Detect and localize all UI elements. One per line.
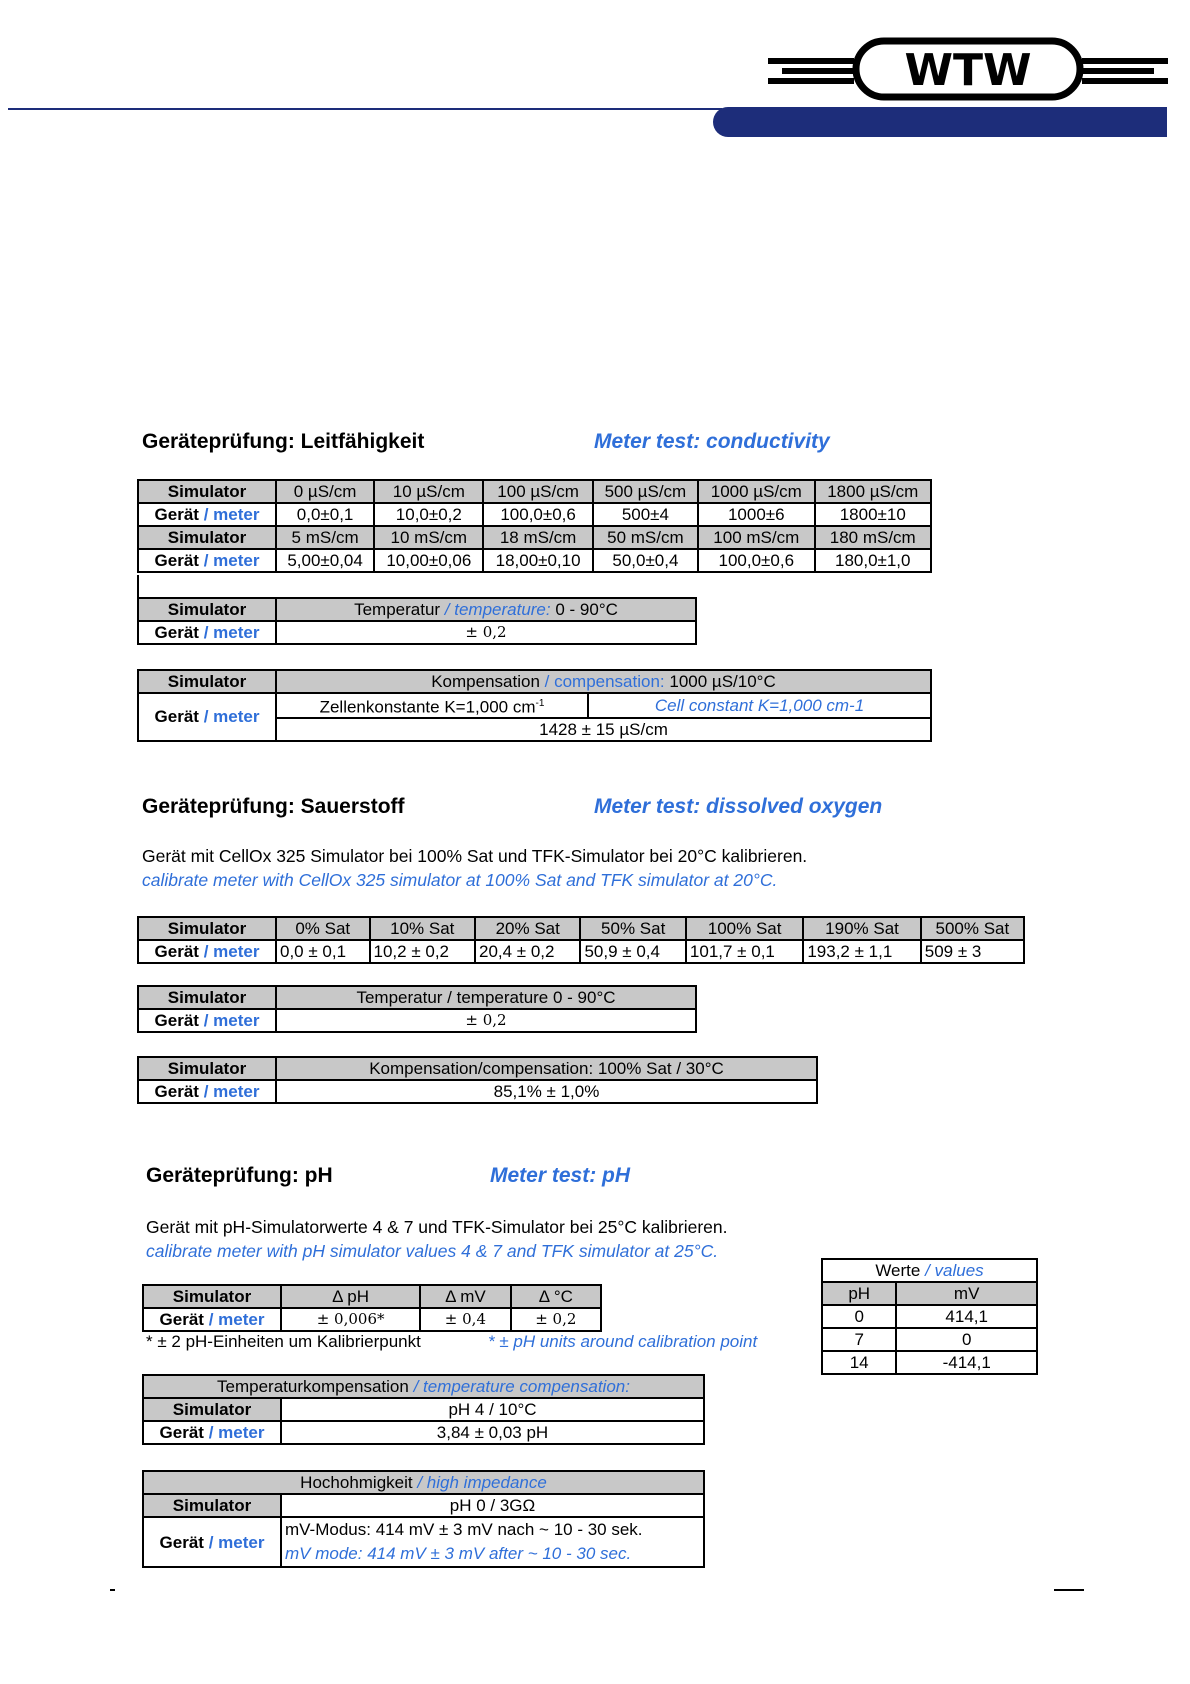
label-de: Gerät bbox=[154, 551, 199, 570]
ph-impedance-table bbox=[142, 1470, 705, 1568]
comp-value: 1000 µS/10°C bbox=[664, 672, 776, 691]
label-en: meter bbox=[213, 707, 260, 727]
tempcomp-sim: pH 4 / 10°C bbox=[281, 1398, 704, 1421]
ph-tempcomp-table bbox=[142, 1374, 705, 1445]
cell: 509 ± 3 bbox=[921, 940, 1024, 963]
cell-sup: -1 bbox=[535, 698, 545, 709]
impedance-header bbox=[143, 1471, 704, 1494]
cell: 18,00±0,10 bbox=[483, 549, 592, 572]
cell: 50,9 ± 0,4 bbox=[580, 940, 685, 963]
tempcomp-dev: 3,84 ± 0,03 pH bbox=[281, 1421, 704, 1444]
conductivity-title-en: Meter test: conductivity bbox=[594, 430, 830, 453]
label-en: meter bbox=[218, 1532, 265, 1552]
table-row bbox=[138, 986, 696, 1009]
cell: 193,2 ± 1,1 bbox=[803, 940, 920, 963]
cell: 10,00±0,06 bbox=[374, 549, 483, 572]
oxygen-comp-table bbox=[137, 1056, 818, 1104]
label-en: meter bbox=[218, 1423, 265, 1442]
temp-header: Temperatur / temperature 0 - 90°C bbox=[276, 986, 696, 1009]
cell: ± 0,2 bbox=[511, 1308, 601, 1331]
cell: Δ °C bbox=[511, 1285, 601, 1308]
oxygen-instruction-en: calibrate meter with CellOx 325 simulator at 100% Sat and TFK simulator at 20°C. bbox=[142, 870, 778, 890]
ph-footnote-en: * ± pH units around calibration point bbox=[488, 1332, 758, 1351]
cell: 20,4 ± 0,2 bbox=[475, 940, 580, 963]
label-de: Gerät bbox=[154, 1011, 199, 1030]
label-de: Gerät bbox=[154, 505, 199, 524]
label-simulator: Simulator bbox=[138, 917, 276, 940]
label-simulator: Simulator bbox=[138, 480, 276, 503]
ph-footnote-de: * ± 2 pH-Einheiten um Kalibrierpunkt bbox=[146, 1332, 421, 1351]
cell: 0 bbox=[896, 1328, 1037, 1351]
col-mv: mV bbox=[896, 1282, 1037, 1305]
table-row bbox=[822, 1282, 1037, 1305]
cell: 101,7 ± 0,1 bbox=[686, 940, 803, 963]
cell: 0,0 ± 0,1 bbox=[276, 940, 370, 963]
table-row bbox=[138, 917, 1024, 940]
logo-text: WTW bbox=[904, 45, 1032, 96]
label-en: meter bbox=[213, 505, 260, 524]
label-device bbox=[138, 940, 276, 963]
label-sep: / bbox=[440, 600, 455, 619]
label-simulator: Simulator bbox=[143, 1285, 281, 1308]
label-sep: / bbox=[412, 1473, 427, 1492]
footer-mark-left bbox=[110, 1589, 115, 1591]
temp-header bbox=[276, 598, 696, 621]
impedance-de: Hochohmigkeit bbox=[300, 1473, 413, 1492]
cell: 10 µS/cm bbox=[374, 480, 483, 503]
label-en: meter bbox=[218, 1310, 265, 1329]
cell-constant-de bbox=[276, 693, 588, 718]
table-divider bbox=[137, 575, 139, 597]
cell: Δ pH bbox=[281, 1285, 420, 1308]
table-row bbox=[138, 693, 931, 718]
header-bar bbox=[713, 107, 1167, 137]
ph-instruction-de: Gerät mit pH-Simulatorwerte 4 & 7 und TFK-Simulator bei 25°C kalibrieren. bbox=[146, 1217, 728, 1237]
label-sep: / bbox=[198, 505, 214, 524]
table-row bbox=[143, 1308, 601, 1331]
wtw-logo bbox=[768, 36, 1168, 102]
label-en: meter bbox=[213, 942, 260, 961]
cell: Δ mV bbox=[420, 1285, 510, 1308]
conductivity-temp-table bbox=[137, 597, 697, 645]
label-en: meter bbox=[213, 1082, 260, 1101]
cell: 14 bbox=[822, 1351, 896, 1374]
cell: 1000 µS/cm bbox=[698, 480, 814, 503]
footer-mark-right bbox=[1054, 1589, 1084, 1591]
label-device bbox=[138, 549, 276, 572]
table-row bbox=[138, 1080, 817, 1103]
table-row bbox=[138, 940, 1024, 963]
ph-table bbox=[142, 1284, 602, 1332]
cell-constant-en: Cell constant K=1,000 cm-1 bbox=[588, 693, 931, 718]
label-de: Gerät bbox=[159, 1423, 204, 1442]
label-en: meter bbox=[213, 551, 260, 570]
cell: 100,0±0,6 bbox=[698, 549, 814, 572]
table-row bbox=[822, 1328, 1037, 1351]
label-device bbox=[138, 503, 276, 526]
cell: ± 0,4 bbox=[420, 1308, 510, 1331]
cell: 0,0±0,1 bbox=[276, 503, 374, 526]
cell: 180 mS/cm bbox=[815, 526, 932, 549]
cell: 180,0±1,0 bbox=[815, 549, 932, 572]
label-simulator: Simulator bbox=[138, 1057, 276, 1080]
label-de: Gerät bbox=[154, 1082, 199, 1101]
cell: 1800 µS/cm bbox=[815, 480, 932, 503]
cell: 5 mS/cm bbox=[276, 526, 374, 549]
table-row bbox=[822, 1305, 1037, 1328]
oxygen-title-en: Meter test: dissolved oxygen bbox=[594, 795, 883, 818]
cell: 500 µS/cm bbox=[593, 480, 698, 503]
impedance-sim: pH 0 / 3GΩ bbox=[281, 1494, 704, 1517]
table-row bbox=[143, 1471, 704, 1494]
label-device bbox=[143, 1308, 281, 1331]
label-device bbox=[143, 1517, 281, 1567]
cell: ± 0,006* bbox=[281, 1308, 420, 1331]
impedance-dev bbox=[281, 1517, 704, 1567]
cell: 1000±6 bbox=[698, 503, 814, 526]
oxygen-table bbox=[137, 916, 1025, 964]
label-en: meter bbox=[213, 1011, 260, 1030]
label-simulator: Simulator bbox=[138, 598, 276, 621]
temp-value: ± 0,2 bbox=[276, 1009, 696, 1032]
label-device bbox=[138, 1009, 276, 1032]
table-row bbox=[138, 670, 931, 693]
values-title-en: values bbox=[934, 1261, 984, 1280]
table-row bbox=[138, 621, 696, 644]
ph-instruction-en: calibrate meter with pH simulator values 4 & 7 and TFK simulator at 25°C. bbox=[146, 1241, 719, 1261]
cell: 18 mS/cm bbox=[483, 526, 592, 549]
table-row bbox=[822, 1351, 1037, 1374]
tempcomp-header bbox=[143, 1375, 704, 1398]
cell-text: Zellenkonstante K=1,000 cm bbox=[319, 697, 536, 717]
table-row bbox=[138, 503, 931, 526]
table-row bbox=[143, 1285, 601, 1308]
cell: 414,1 bbox=[896, 1305, 1037, 1328]
cell: -414,1 bbox=[896, 1351, 1037, 1374]
cell: 20% Sat bbox=[475, 917, 580, 940]
cell: 190% Sat bbox=[803, 917, 920, 940]
temp-value: ± 0,2 bbox=[276, 621, 696, 644]
label-simulator: Simulator bbox=[143, 1494, 281, 1517]
table-row bbox=[143, 1375, 704, 1398]
cell: 0% Sat bbox=[276, 917, 370, 940]
table-row bbox=[138, 480, 931, 503]
cell: 100 µS/cm bbox=[483, 480, 592, 503]
cell: 10 mS/cm bbox=[374, 526, 483, 549]
label-sep: / bbox=[198, 1011, 214, 1030]
temp-de: Temperatur bbox=[354, 600, 441, 619]
cell: 10,2 ± 0,2 bbox=[370, 940, 475, 963]
label-sep: / bbox=[203, 1310, 219, 1329]
conductivity-table bbox=[137, 479, 932, 573]
comp-header bbox=[276, 670, 931, 693]
cell: 50 mS/cm bbox=[593, 526, 698, 549]
comp-de: Kompensation bbox=[431, 672, 540, 691]
label-device bbox=[143, 1421, 281, 1444]
table-row bbox=[138, 526, 931, 549]
cell: 10% Sat bbox=[370, 917, 475, 940]
label-device bbox=[138, 621, 276, 644]
label-sep: / bbox=[539, 672, 555, 691]
label-simulator: Simulator bbox=[138, 986, 276, 1009]
cell: 100 mS/cm bbox=[698, 526, 814, 549]
cell: 100,0±0,6 bbox=[483, 503, 592, 526]
tempcomp-de: Temperaturkompensation bbox=[217, 1377, 409, 1396]
impedance-dev-en: mV mode: 414 mV ± 3 mV after ~ 10 - 30 sec. bbox=[285, 1544, 632, 1563]
label-sep: / bbox=[203, 1423, 219, 1442]
label-simulator: Simulator bbox=[138, 526, 276, 549]
label-de: Gerät bbox=[154, 623, 199, 642]
table-row bbox=[138, 1057, 817, 1080]
label-sep: / bbox=[203, 1532, 219, 1552]
cell: 500±4 bbox=[593, 503, 698, 526]
cell: 7 bbox=[822, 1328, 896, 1351]
tempcomp-en: temperature compensation: bbox=[423, 1377, 630, 1396]
label-de: Gerät bbox=[159, 1310, 204, 1329]
comp-value: 85,1% ± 1,0% bbox=[276, 1080, 817, 1103]
conductivity-title-de: Geräteprüfung: Leitfähigkeit bbox=[142, 430, 425, 453]
label-sep: / bbox=[198, 707, 214, 727]
temp-range: 0 - 90°C bbox=[550, 600, 618, 619]
cell: 1800±10 bbox=[815, 503, 932, 526]
table-row bbox=[143, 1494, 704, 1517]
oxygen-title-de: Geräteprüfung: Sauerstoff bbox=[142, 795, 405, 818]
label-de: Gerät bbox=[159, 1532, 204, 1552]
table-row bbox=[138, 1009, 696, 1032]
label-sep: / bbox=[198, 1082, 214, 1101]
table-row bbox=[143, 1398, 704, 1421]
table-row bbox=[138, 598, 696, 621]
label-simulator: Simulator bbox=[138, 670, 276, 693]
cell: 100% Sat bbox=[686, 917, 803, 940]
label-device bbox=[138, 1080, 276, 1103]
label-device bbox=[138, 693, 276, 741]
comp-result: 1428 ± 15 µS/cm bbox=[276, 718, 931, 741]
table-row bbox=[143, 1421, 704, 1444]
label-de: Gerät bbox=[154, 707, 199, 727]
label-simulator: Simulator bbox=[143, 1398, 281, 1421]
header-rule bbox=[8, 108, 722, 110]
label-sep: / bbox=[408, 1377, 424, 1396]
ph-values-table bbox=[821, 1258, 1038, 1375]
ph-title-de: Geräteprüfung: pH bbox=[146, 1164, 333, 1187]
values-title-de: Werte bbox=[875, 1261, 921, 1280]
conductivity-comp-table bbox=[137, 669, 932, 742]
oxygen-instruction-de: Gerät mit CellOx 325 Simulator bei 100% Sat und TFK-Simulator bei 20°C kalibrieren. bbox=[142, 846, 808, 866]
label-sep: / bbox=[198, 623, 214, 642]
cell: 0 bbox=[822, 1305, 896, 1328]
table-row bbox=[138, 549, 931, 572]
oxygen-temp-table bbox=[137, 985, 697, 1033]
table-row bbox=[822, 1259, 1037, 1282]
values-title bbox=[822, 1259, 1037, 1282]
cell: 0 µS/cm bbox=[276, 480, 374, 503]
cell: 500% Sat bbox=[921, 917, 1024, 940]
temp-en: temperature: bbox=[454, 600, 551, 619]
impedance-en: high impedance bbox=[426, 1473, 547, 1492]
cell: 50% Sat bbox=[580, 917, 685, 940]
impedance-dev-de: mV-Modus: 414 mV ± 3 mV nach ~ 10 - 30 sek. bbox=[285, 1520, 643, 1539]
label-de: Gerät bbox=[154, 942, 199, 961]
table-row bbox=[143, 1517, 704, 1567]
comp-header: Kompensation/compensation: 100% Sat / 30°C bbox=[276, 1057, 817, 1080]
cell: 10,0±0,2 bbox=[374, 503, 483, 526]
ph-title-en: Meter test: pH bbox=[490, 1164, 631, 1187]
label-sep: / bbox=[920, 1261, 935, 1280]
label-en: meter bbox=[213, 623, 260, 642]
cell: 5,00±0,04 bbox=[276, 549, 374, 572]
label-sep: / bbox=[198, 942, 214, 961]
cell: 50,0±0,4 bbox=[593, 549, 698, 572]
col-ph: pH bbox=[822, 1282, 896, 1305]
label-sep: / bbox=[198, 551, 214, 570]
comp-en: compensation: bbox=[554, 672, 665, 691]
